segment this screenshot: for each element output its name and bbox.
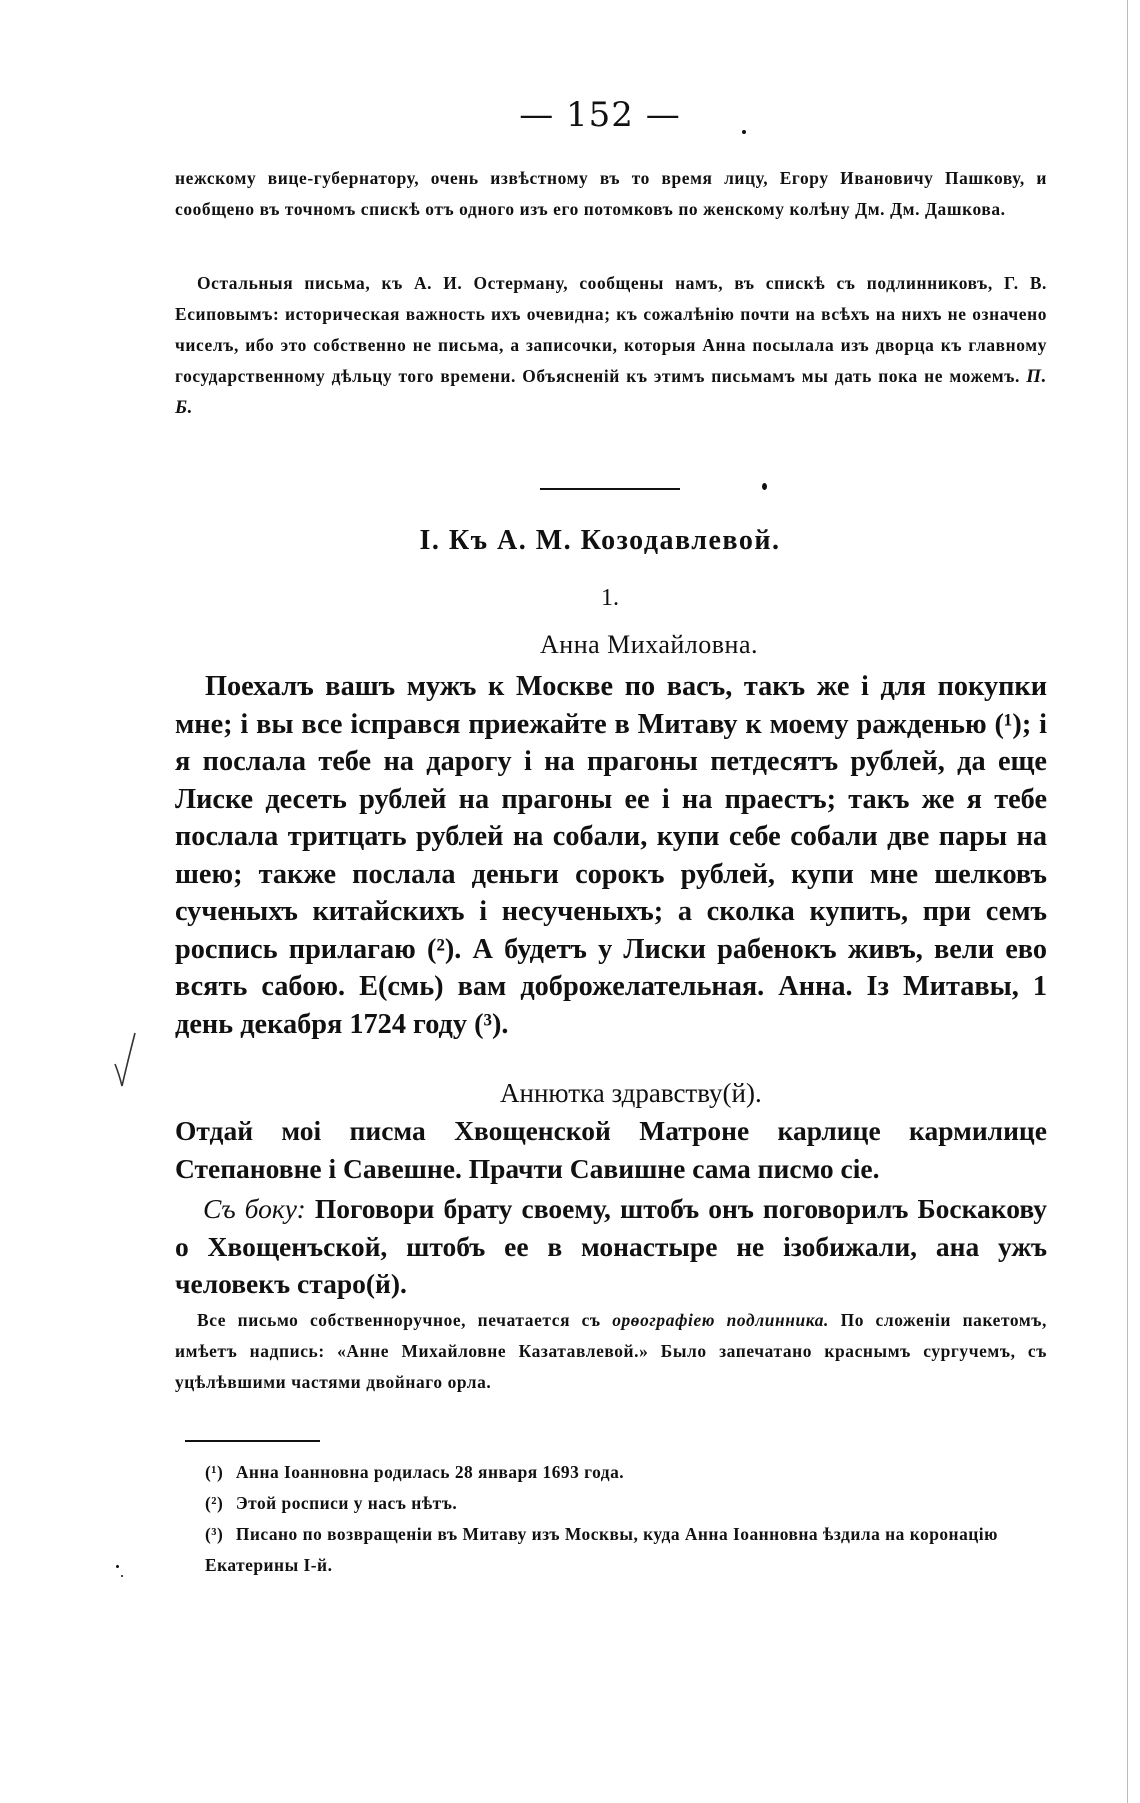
footnote-3 — [205, 1519, 1047, 1581]
margin-speck — [116, 1565, 119, 1568]
page-number: — 152 — — [519, 95, 681, 135]
letter-number: 1. — [601, 585, 619, 611]
footnote-marker: (²) — [205, 1493, 224, 1513]
editorial-note — [175, 1305, 1047, 1398]
footnote-2 — [205, 1488, 1047, 1519]
editorial-note-after: По сложеніи пакетомъ, имѣетъ надпись: «Анне Михайловне Казатавлевой.» Было запечатано краснымъ сургучемъ, съ уцѣлѣвшими частями двойнаго орла. — [175, 1310, 1047, 1392]
footnote-divider — [185, 1440, 320, 1442]
side-note-label: Съ боку: — [203, 1193, 306, 1224]
intro-paragraph-2 — [175, 268, 1047, 423]
letter-body-text: Поехалъ вашъ мужъ к Москве по васъ, такъ же і для покупки мне; і вы все ісправся приежайте в Митаву к моему ражденью (¹); і я послала тебе на дарогу і на прагоны петдесятъ рублей, да еще Лиске десеть рублей на прагоны ее і на праестъ; такъ же я тебе послала тритцать рублей на собали, купи себе собали две пары на шею; также послала деньги сорокъ рублей, купи мне шелковъ сученыхъ китайскихъ і несученыхъ; а сколка купить, при семъ роспись прилагаю (²). А будетъ у Лиски рабенокъ живъ, вели ево всять сабою. Е(смь) вам доброжелательная. Анна. Із Митавы, 1 день декабря 1724 году (³). — [175, 671, 1047, 1040]
handwritten-check-mark — [112, 1030, 138, 1090]
side-note-text: Поговори брату своему, штобъ онъ поговорилъ Боскакову о Хвощенъской, штобъ ее в монастыре не ізобижали, ана ужъ человекъ старо(й). — [175, 1193, 1047, 1299]
footnote-marker: (³) — [205, 1524, 224, 1544]
side-note — [175, 1190, 1047, 1303]
margin-speck — [121, 1575, 123, 1577]
footnotes — [205, 1457, 1047, 1581]
letter-body — [175, 668, 1047, 1043]
section-divider — [540, 488, 680, 490]
letter-salutation: Анна Михайловна. — [540, 630, 758, 659]
intro-signature: П. Б. — [175, 366, 1047, 418]
editorial-note-italic: орѳографіею подлинника. — [612, 1310, 830, 1330]
print-speck — [762, 483, 767, 490]
footnote-text: Этой росписи у насъ нѣтъ. — [235, 1493, 458, 1513]
footnote-text: Писано по возвращеніи въ Митаву изъ Москвы, куда Анна Іоанновна ѣздила на коронацію Екатерины І-й. — [205, 1524, 998, 1575]
intro-paragraph-1: нежскому вице-губернатору, очень извѣстному въ то время лицу, Егору Ивановичу Пашкову, и сообщено въ точномъ спискѣ отъ одного изъ его потомковъ по женскому колѣну Дм. Дм. Дашкова. — [175, 168, 1047, 219]
scan-edge — [1127, 0, 1128, 1803]
section-heading: I. Къ А. М. Козодавлевой. — [419, 525, 781, 556]
footnote-marker: (¹) — [205, 1462, 224, 1482]
letter-signoff: Аннютка здравству(й). — [500, 1078, 762, 1108]
footnote-text: Анна Іоанновна родилась 28 января 1693 года. — [235, 1462, 625, 1482]
editorial-note-before: Все письмо собственноручное, печатается съ — [197, 1310, 601, 1330]
footnote-1 — [205, 1457, 1047, 1488]
print-speck — [742, 130, 746, 134]
letter-postscript: Отдай моі писма Хвощенской Матроне карлице кармилице Степановне і Савешне. Прачти Савишне сама писмо сіе. — [175, 1115, 1047, 1184]
intro-paragraph-2-text: Остальныя письма, къ А. И. Остерману, сообщены намъ, въ спискѣ съ подлинниковъ, Г. В. Есиповымъ: историческая важность ихъ очевидна; къ сожалѣнію почти на всѣхъ на нихъ не означено чиселъ, ибо это собственно не письма, а записочки, которыя Анна посылала изъ дворца къ главному государственному дѣльцу того времени. Объясненій къ этимъ письмамъ мы дать пока не можемъ. — [175, 273, 1047, 386]
